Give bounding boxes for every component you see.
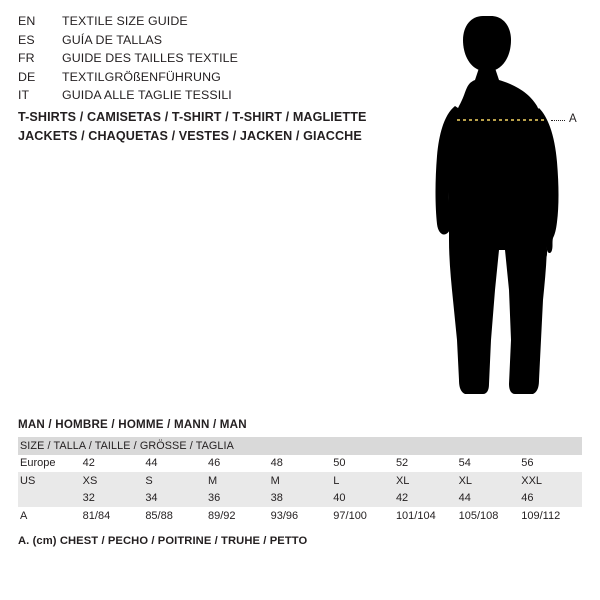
- table-cell: 101/104: [394, 507, 457, 525]
- male-torso-silhouette-icon: [395, 10, 600, 410]
- row-label: [18, 490, 81, 508]
- table-cell: M: [206, 472, 269, 490]
- language-code: EN: [18, 14, 36, 28]
- table-cell: 109/112: [519, 507, 582, 525]
- table-cell: 34: [143, 490, 206, 508]
- table-cell: 42: [394, 490, 457, 508]
- language-row: [18, 14, 378, 33]
- category-list: [18, 110, 418, 148]
- table-cell: 42: [81, 455, 144, 473]
- table-cell: 44: [457, 490, 520, 508]
- language-row: [18, 70, 378, 89]
- table-cell: L: [331, 472, 394, 490]
- language-text: TEXTILE SIZE GUIDE: [62, 14, 188, 28]
- row-label: Europe: [18, 455, 81, 473]
- table-row: [18, 490, 582, 508]
- table-cell: XL: [457, 472, 520, 490]
- language-code: IT: [18, 88, 30, 103]
- language-row: [18, 88, 378, 107]
- table-cell: S: [143, 472, 206, 490]
- table-cell: 44: [143, 455, 206, 473]
- table-cell: 50: [331, 455, 394, 473]
- row-label: A: [18, 507, 81, 525]
- language-text: GUÍA DE TALLAS: [62, 32, 163, 47]
- language-row: [18, 33, 378, 52]
- table-cell: 93/96: [269, 507, 332, 525]
- table-cell: 40: [331, 490, 394, 508]
- table-row: [18, 472, 582, 490]
- language-code: FR: [18, 51, 35, 66]
- table-cell: XL: [394, 472, 457, 490]
- table-cell: 36: [206, 490, 269, 508]
- table-cell: 54: [457, 455, 520, 473]
- table-cell: 48: [269, 455, 332, 473]
- language-code: DE: [18, 69, 36, 84]
- table-footnote: A. (cm) CHEST / PECHO / POITRINE / TRUHE / PETTO: [18, 534, 308, 547]
- language-text: GUIDE DES TAILLES TEXTILE: [62, 51, 239, 66]
- language-text: TEXTILGRÖßENFÜHRUNG: [62, 69, 221, 84]
- table-row: [18, 507, 582, 525]
- table-cell: 56: [519, 455, 582, 473]
- table-cell: 97/100: [331, 507, 394, 525]
- size-table-area: [18, 418, 582, 547]
- table-title: MAN / HOMBRE / HOMME / MANN / MAN: [18, 418, 247, 431]
- table-cell: XXL: [519, 472, 582, 490]
- language-code: ES: [18, 32, 35, 47]
- measure-label-a: A: [569, 113, 577, 125]
- row-label: US: [18, 472, 81, 490]
- table-cell: 46: [206, 455, 269, 473]
- language-list: [18, 14, 378, 107]
- measure-leader-line: [551, 120, 565, 121]
- table-cell: 38: [269, 490, 332, 508]
- table-cell: M: [269, 472, 332, 490]
- table-cell: 85/88: [143, 507, 206, 525]
- table-cell: 46: [519, 490, 582, 508]
- category-tshirts: T-SHIRTS / CAMISETAS / T-SHIRT / T-SHIRT / MAGLIETTE: [18, 110, 367, 124]
- table-header-label: SIZE / TALLA / TAILLE / GRÖSSE / TAGLIA: [18, 437, 582, 455]
- table-cell: 105/108: [457, 507, 520, 525]
- table-row: [18, 455, 582, 473]
- size-table: [18, 437, 582, 525]
- language-row: [18, 51, 378, 70]
- language-text: GUIDA ALLE TAGLIE TESSILI: [62, 88, 232, 103]
- table-cell: 52: [394, 455, 457, 473]
- table-cell: 89/92: [206, 507, 269, 525]
- figure-illustration: [395, 10, 600, 410]
- table-header-row: [18, 437, 582, 455]
- table-cell: 81/84: [81, 507, 144, 525]
- table-cell: 32: [81, 490, 144, 508]
- category-jackets: JACKETS / CHAQUETAS / VESTES / JACKEN / GIACCHE: [18, 129, 362, 143]
- table-cell: XS: [81, 472, 144, 490]
